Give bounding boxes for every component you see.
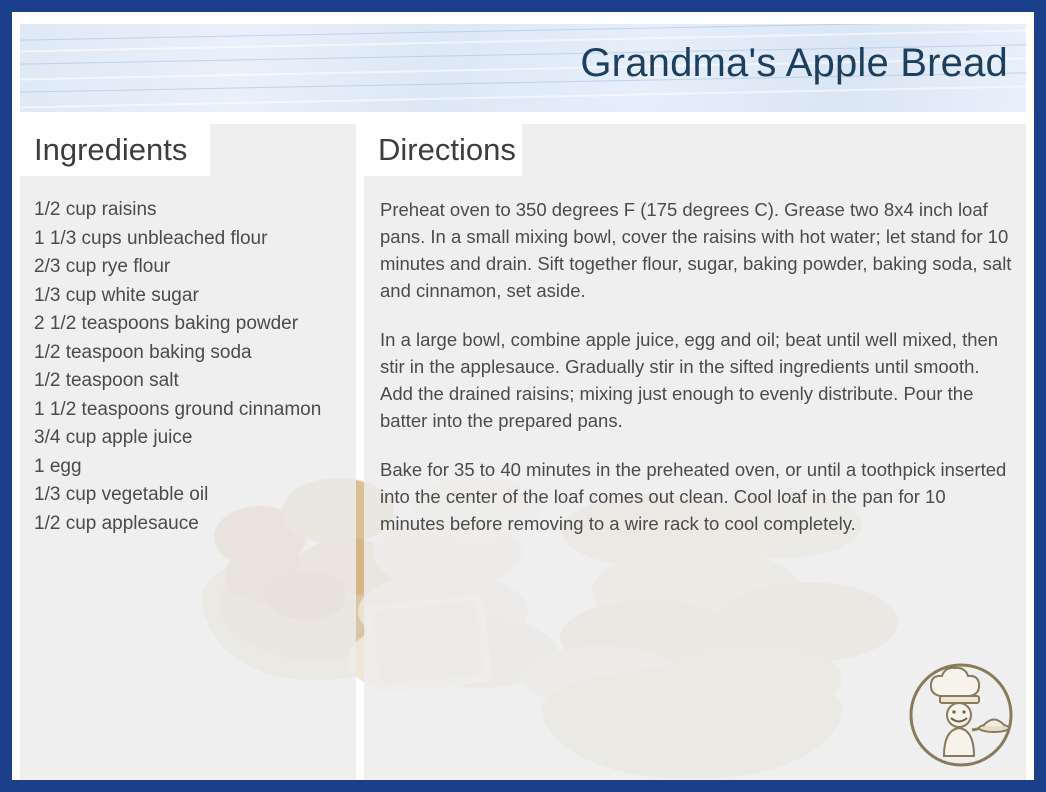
ingredients-heading: Ingredients: [34, 132, 188, 167]
slide-title-banner: [20, 24, 1026, 112]
list-item: 1 1/2 teaspoons ground cinnamon: [34, 398, 322, 420]
directions-heading: Directions: [378, 132, 516, 167]
directions-paragraph: Preheat oven to 350 degrees F (175 degrees C). Grease two 8x4 inch loaf pans. In a small mixing bowl, cover the raisins with hot water; let stand for 10 minutes and drain. Sift together flour, sugar, baking powder, baking soda, salt and cinnamon, set aside.: [380, 199, 1012, 301]
list-item: 1/2 teaspoon salt: [34, 370, 179, 391]
list-item: 1/2 cup raisins: [34, 199, 157, 220]
ingredients-list: [34, 196, 356, 538]
list-item: 2/3 cup rye flour: [34, 256, 171, 277]
ingredients-panel: [20, 124, 356, 780]
list-item: 1/2 teaspoon baking soda: [34, 341, 252, 363]
list-item: 1/3 cup white sugar: [34, 284, 199, 306]
directions-paragraph: Bake for 35 to 40 minutes in the preheated oven, or until a toothpick inserted into the center of the loaf comes out clean. Cool loaf in the pan for 10 minutes before removing to a wire rack to cool completely.: [380, 459, 1007, 534]
ingredients-heading-box: [20, 124, 210, 176]
directions-body: [380, 196, 1014, 559]
list-item: 1/3 cup vegetable oil: [34, 484, 209, 505]
list-item: 3/4 cup apple juice: [34, 427, 193, 448]
page-title: Grandma's Apple Bread: [580, 41, 1008, 85]
list-item: 1/2 cup applesauce: [34, 512, 199, 534]
list-item: 1 egg: [34, 455, 82, 477]
directions-heading-box: [364, 124, 522, 176]
slide-canvas: [12, 12, 1034, 780]
list-item: 1 1/3 cups unbleached flour: [34, 227, 268, 249]
directions-paragraph: In a large bowl, combine apple juice, egg and oil; beat until well mixed, then stir in the applesauce. Gradually stir in the sifted ingredients until smooth. Add the drained raisins; mixing just enough to evenly distribute. Pour the batter into the prepared pans.: [380, 329, 999, 431]
chef-with-platter-logo: [906, 660, 1016, 770]
list-item: 2 1/2 teaspoons baking powder: [34, 313, 299, 334]
